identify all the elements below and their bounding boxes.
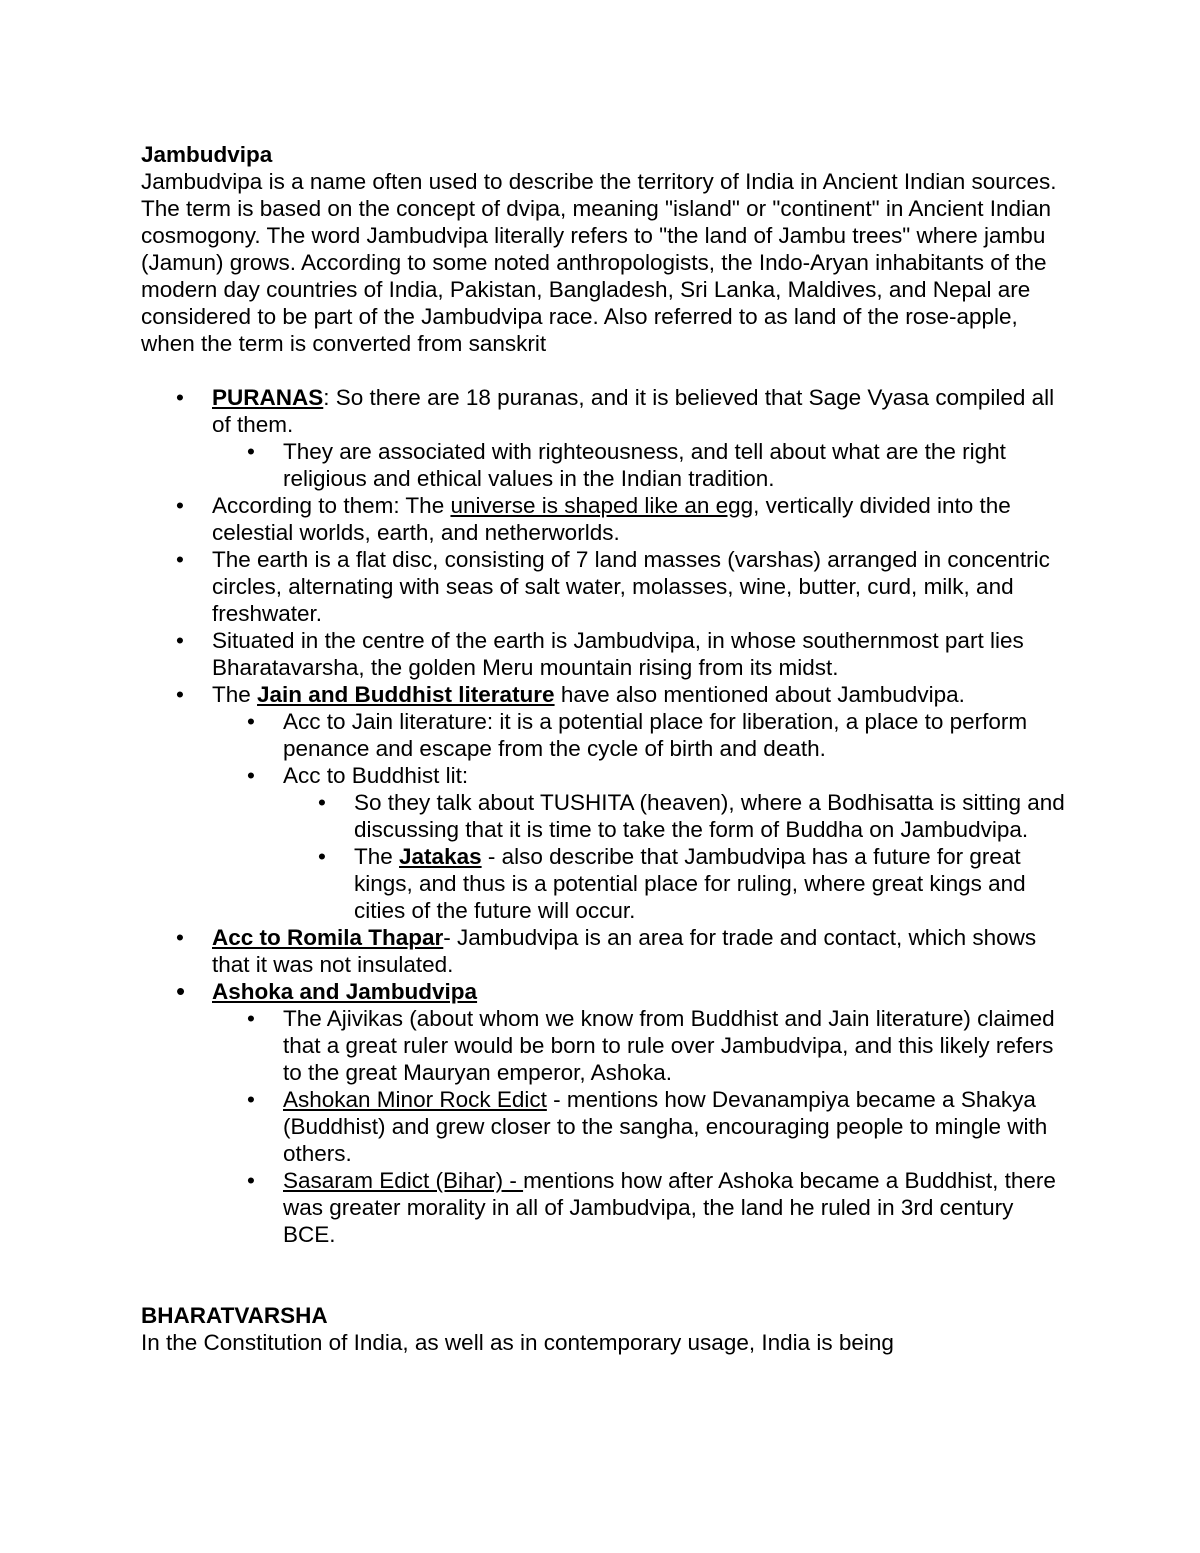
buddhist-sublist xyxy=(283,789,1071,924)
bullet-glyph: • xyxy=(247,763,255,788)
bullet-glyph: • xyxy=(247,1006,255,1031)
jatakas-label: Jatakas xyxy=(399,844,482,869)
list-item-jatakas xyxy=(283,843,1071,924)
centre-text: Situated in the centre of the earth is Jambudvipa, in whose southernmost part lies Bharatavarsha, the golden Meru mountain rising from its midst. xyxy=(212,628,1024,680)
minor-rock-edict-text: - mentions how Devanampiya became a Shakya (Buddhist) and grew closer to the sangha, encouraging people to mingle with others. xyxy=(283,1087,1048,1166)
sasaram-edict-underlined: Sasaram Edict (Bihar) - xyxy=(283,1168,524,1193)
bullet-glyph: • xyxy=(318,844,326,869)
flat-disc-text: The earth is a flat disc, consisting of 7 land masses (varshas) arranged in concentric circles, alternating with seas of salt water, molasses, wine, butter, curd, milk, and freshwater. xyxy=(212,547,1050,626)
main-bullet-list xyxy=(141,384,1071,1248)
bharatvarsha-paragraph: In the Constitution of India, as well as in contemporary usage, India is being xyxy=(141,1330,894,1355)
list-item-tushita xyxy=(283,789,1071,843)
jambudvipa-paragraph: Jambudvipa is a name often used to describe the territory of India in Ancient Indian sources. The term is based on the concept of dvipa, meaning "island" or "continent" in Ancient Indian cosmogony. The word Jambudvipa literally refers to "the land of Jambu trees" where jambu (Jamun) grows. According to some noted anthropologists, the Indo-Aryan inhabitants of the modern day countries of India, Pakistan, Bangladesh, Sri Lanka, Maldives, and Nepal are considered to be part of the Jambudvipa race. Also referred to as land of the rose-apple, when the term is converted from sanskrit xyxy=(141,169,1057,356)
jain-label: Jain and Buddhist literature xyxy=(257,682,555,707)
list-item-buddhist-lit xyxy=(212,762,1071,924)
sasaram-edict-text: mentions how after Ashoka became a Buddhist, there was greater morality in all of Jambudvipa, the land he ruled in 3rd century BCE. xyxy=(283,1168,1056,1247)
list-item-minor-rock-edict xyxy=(212,1086,1071,1167)
document-page xyxy=(141,141,1071,1356)
romila-text: - Jambudvipa is an area for trade and contact, which shows that it was not insulated. xyxy=(212,925,1037,977)
list-item-egg xyxy=(141,492,1071,546)
bullet-glyph: • xyxy=(247,709,255,734)
puranas-text: : So there are 18 puranas, and it is believed that Sage Vyasa compiled all of them. xyxy=(212,385,1055,437)
bullet-glyph: • xyxy=(176,385,184,410)
tushita-text: So they talk about TUSHITA (heaven), where a Bodhisatta is sitting and discussing that it is time to take the form of Buddha on Jambudvipa. xyxy=(354,790,1065,842)
bullet-glyph: • xyxy=(318,790,326,815)
spacer xyxy=(141,1248,1071,1302)
bullet-glyph: • xyxy=(247,1168,255,1193)
list-item-righteousness xyxy=(212,438,1071,492)
section-title-bharatvarsha: BHARATVARSHA xyxy=(141,1303,328,1328)
egg-pre: According to them: The xyxy=(212,493,451,518)
bullet-glyph: • xyxy=(176,628,184,653)
puranas-label: PURANAS xyxy=(212,385,324,410)
ashoka-label: Ashoka and Jambudvipa xyxy=(212,979,478,1004)
section-title-jambudvipa: Jambudvipa xyxy=(141,142,273,167)
jatakas-pre: The xyxy=(354,844,400,869)
list-item-ashoka xyxy=(141,978,1071,1248)
list-item-jain-literature xyxy=(212,708,1071,762)
bullet-glyph: • xyxy=(176,682,184,707)
list-item-romila-thapar xyxy=(141,924,1071,978)
minor-rock-edict-underlined: Ashokan Minor Rock Edict xyxy=(283,1087,547,1112)
list-item-puranas xyxy=(141,384,1071,492)
list-item-sasaram-edict xyxy=(212,1167,1071,1248)
jain-post: have also mentioned about Jambudvipa. xyxy=(554,682,965,707)
bullet-glyph: • xyxy=(247,439,255,464)
bullet-glyph: • xyxy=(176,976,186,1006)
list-item-ajivikas xyxy=(212,1005,1071,1086)
spacer xyxy=(141,357,1071,384)
egg-underlined: universe is shaped like an egg xyxy=(450,493,754,518)
buddhist-lit-text: Acc to Buddhist lit: xyxy=(283,763,469,788)
righteousness-text: They are associated with righteousness, and tell about what are the right religious and ethical values in the Indian tradition. xyxy=(283,439,1006,491)
jain-sublist xyxy=(212,708,1071,924)
ajivikas-text: The Ajivikas (about whom we know from Buddhist and Jain literature) claimed that a great ruler would be born to rule over Jambudvipa, and this likely refers to the great Mauryan emperor, Ashoka. xyxy=(283,1006,1055,1085)
romila-label: Acc to Romila Thapar xyxy=(212,925,444,950)
jatakas-text: - also describe that Jambudvipa has a future for great kings, and thus is a potential place for ruling, where great kings and cities of the future will occur. xyxy=(354,844,1026,923)
bullet-glyph: • xyxy=(247,1087,255,1112)
jain-literature-text: Acc to Jain literature: it is a potential place for liberation, a place to perform penance and escape from the cycle of birth and death. xyxy=(283,709,1028,761)
list-item-centre xyxy=(141,627,1071,681)
bullet-glyph: • xyxy=(176,547,184,572)
jain-pre: The xyxy=(212,682,258,707)
list-item-flat-disc xyxy=(141,546,1071,627)
puranas-sublist xyxy=(212,438,1071,492)
ashoka-sublist xyxy=(212,1005,1071,1248)
bullet-glyph: • xyxy=(176,493,184,518)
list-item-jain-buddhist xyxy=(141,681,1071,924)
egg-post: , vertically divided into the celestial worlds, earth, and netherworlds. xyxy=(212,493,1011,545)
bullet-glyph: • xyxy=(176,925,184,950)
